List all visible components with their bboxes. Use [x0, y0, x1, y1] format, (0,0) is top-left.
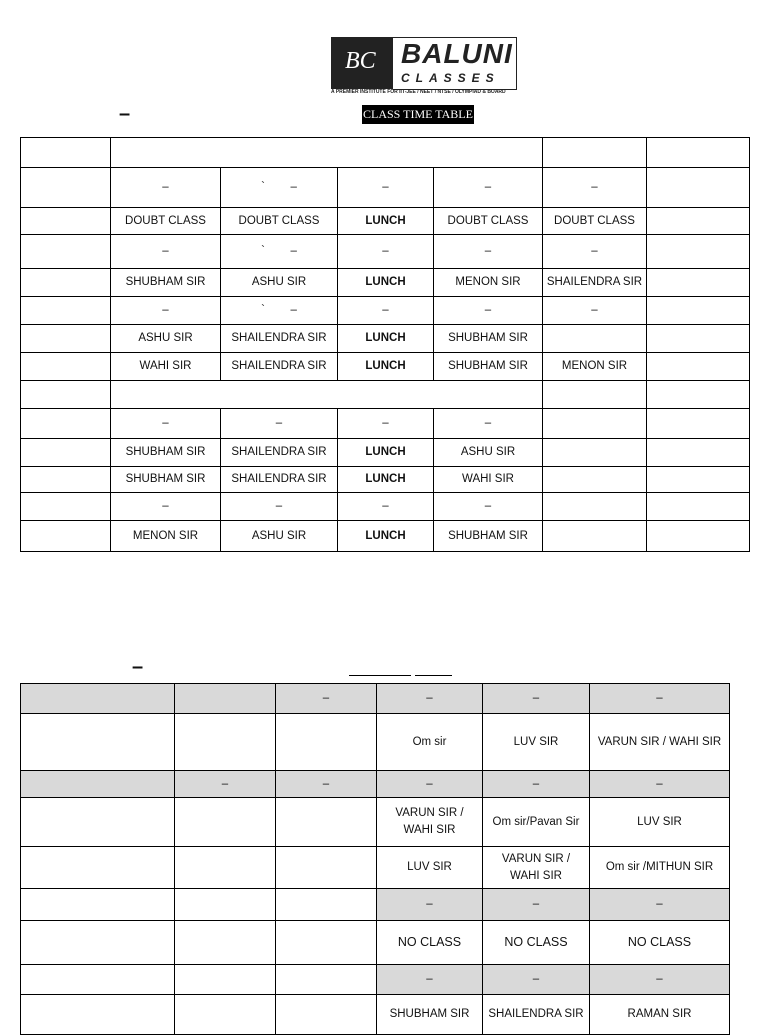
table-cell: [276, 921, 377, 965]
table-cell: [175, 798, 276, 847]
table-row: [21, 381, 750, 409]
table-cell: [21, 168, 111, 208]
logo-brand: BALUNI: [401, 38, 513, 69]
logo-tagline: A PREMIER INSTITUTE FOR IIT-JEE / NEET / NTSE / OLYMPIAD & BOARD: [331, 89, 506, 95]
table-cell: [21, 965, 175, 995]
table-cell: LUNCH: [338, 325, 434, 353]
table-row: [21, 409, 750, 439]
header-dash: –: [119, 103, 131, 125]
table-cell: [21, 235, 111, 269]
table-cell: [21, 714, 175, 771]
table-cell: [647, 168, 750, 208]
logo-brand-sub: CLASSES: [401, 71, 500, 85]
table-cell: NO CLASS: [590, 921, 730, 965]
table-cell: –: [276, 771, 377, 798]
table-cell: [21, 439, 111, 467]
table-cell: –: [434, 168, 543, 208]
table-cell: MENON SIR: [543, 353, 647, 381]
table-cell: –: [338, 168, 434, 208]
table-cell: [21, 381, 111, 409]
table-cell: ASHU SIR: [221, 521, 338, 552]
table-cell: [543, 493, 647, 521]
table-cell: –: [111, 297, 221, 325]
table-cell: [543, 381, 647, 409]
table-cell: SHUBHAM SIR: [377, 995, 483, 1035]
table-cell: –: [590, 965, 730, 995]
table-cell: LUNCH: [338, 439, 434, 467]
table-cell: [647, 208, 750, 235]
table-cell: VARUN SIR / WAHI SIR: [377, 798, 483, 847]
table-cell: [276, 714, 377, 771]
table-row: [21, 684, 730, 714]
table-row: [21, 439, 750, 467]
table-cell: SHAILENDRA SIR: [483, 995, 590, 1035]
table-row: [21, 847, 730, 889]
table-cell: [276, 889, 377, 921]
table-cell: ` –: [221, 168, 338, 208]
table-cell: [175, 965, 276, 995]
table-row: [21, 714, 730, 771]
table-cell: –: [434, 493, 543, 521]
table-row: [21, 467, 750, 493]
table-row: [21, 771, 730, 798]
table-cell: VARUN SIR / WAHI SIR: [483, 847, 590, 889]
table-cell: [21, 684, 175, 714]
table-cell: [543, 521, 647, 552]
table-cell: [175, 995, 276, 1035]
table-row: [21, 965, 730, 995]
table-cell: –: [434, 235, 543, 269]
table-cell: RAMAN SIR: [590, 995, 730, 1035]
table-cell: SHUBHAM SIR: [111, 467, 221, 493]
table-cell: –: [543, 235, 647, 269]
table-cell: –: [111, 493, 221, 521]
table-cell: [21, 208, 111, 235]
table-cell: WAHI SIR: [434, 467, 543, 493]
table-cell: ` –: [221, 235, 338, 269]
table-row: [21, 353, 750, 381]
page-title: CLASS TIME TABLE: [362, 105, 474, 124]
table-cell: Om sir /MITHUN SIR: [590, 847, 730, 889]
table-cell: –: [590, 771, 730, 798]
table-cell: SHAILENDRA SIR: [221, 439, 338, 467]
table-cell: LUNCH: [338, 269, 434, 297]
table-cell: [21, 269, 111, 297]
table-cell: DOUBT CLASS: [434, 208, 543, 235]
table-cell: NO CLASS: [377, 921, 483, 965]
table-cell: [543, 439, 647, 467]
table-cell: LUNCH: [338, 467, 434, 493]
table-cell: –: [483, 771, 590, 798]
table-cell: [21, 921, 175, 965]
table-cell: [647, 493, 750, 521]
table-cell: –: [377, 684, 483, 714]
table-cell: ASHU SIR: [434, 439, 543, 467]
timetable-1: [20, 137, 750, 552]
table-cell: [276, 798, 377, 847]
table-cell: [111, 381, 543, 409]
table-row: [21, 798, 730, 847]
table-cell: Om sir/Pavan Sir: [483, 798, 590, 847]
table-cell: –: [543, 168, 647, 208]
table-cell: [175, 889, 276, 921]
table-cell: –: [111, 409, 221, 439]
table-cell: SHAILENDRA SIR: [543, 269, 647, 297]
table-cell: [647, 439, 750, 467]
table-row: [21, 921, 730, 965]
table-cell: –: [221, 493, 338, 521]
table-cell: [543, 138, 647, 168]
table-cell: [647, 325, 750, 353]
table-cell: [543, 467, 647, 493]
table-cell: [276, 965, 377, 995]
table-cell: [21, 889, 175, 921]
table-cell: –: [543, 297, 647, 325]
table-cell: [175, 921, 276, 965]
table-cell: –: [377, 771, 483, 798]
table-row: [21, 325, 750, 353]
table-cell: [21, 353, 111, 381]
table-cell: SHUBHAM SIR: [434, 325, 543, 353]
section2-dash: –: [132, 656, 144, 678]
table-cell: ` –: [221, 297, 338, 325]
table-cell: DOUBT CLASS: [221, 208, 338, 235]
table-cell: [647, 269, 750, 297]
table-cell: ASHU SIR: [221, 269, 338, 297]
table-cell: [647, 235, 750, 269]
table-cell: [647, 381, 750, 409]
institute-logo: [331, 37, 517, 95]
logo-monogram: BC: [345, 48, 376, 74]
table-row: [21, 995, 730, 1035]
table-cell: [543, 409, 647, 439]
table-cell: –: [590, 889, 730, 921]
table-cell: –: [483, 889, 590, 921]
table-cell: –: [175, 771, 276, 798]
table-cell: NO CLASS: [483, 921, 590, 965]
table-cell: –: [338, 493, 434, 521]
table-row: [21, 138, 750, 168]
table-cell: –: [483, 684, 590, 714]
table-cell: [21, 493, 111, 521]
table-cell: [276, 847, 377, 889]
table-cell: [21, 995, 175, 1035]
table-cell: [175, 684, 276, 714]
table-cell: –: [434, 409, 543, 439]
table-cell: [647, 297, 750, 325]
table-cell: [647, 409, 750, 439]
table-cell: [543, 325, 647, 353]
table-cell: [21, 409, 111, 439]
table-cell: MENON SIR: [434, 269, 543, 297]
table-cell: –: [338, 297, 434, 325]
table-cell: –: [111, 168, 221, 208]
table-cell: [647, 467, 750, 493]
table-cell: WAHI SIR: [111, 353, 221, 381]
table-cell: [21, 798, 175, 847]
table-cell: –: [483, 965, 590, 995]
table-cell: Om sir: [377, 714, 483, 771]
table-cell: SHUBHAM SIR: [111, 269, 221, 297]
table-cell: –: [377, 965, 483, 995]
table-cell: –: [338, 409, 434, 439]
table-cell: LUV SIR: [377, 847, 483, 889]
table-cell: LUNCH: [338, 521, 434, 552]
table-row: [21, 269, 750, 297]
table-cell: –: [111, 235, 221, 269]
table-cell: –: [338, 235, 434, 269]
table-cell: –: [590, 684, 730, 714]
table-cell: [276, 995, 377, 1035]
logo-mark: [331, 37, 393, 89]
table-cell: [175, 847, 276, 889]
table-cell: [647, 138, 750, 168]
table-row: [21, 235, 750, 269]
table-cell: LUV SIR: [483, 714, 590, 771]
table-cell: SHAILENDRA SIR: [221, 325, 338, 353]
table-cell: –: [377, 889, 483, 921]
table-row: [21, 297, 750, 325]
table-cell: VARUN SIR / WAHI SIR: [590, 714, 730, 771]
table-cell: –: [221, 409, 338, 439]
table-cell: LUV SIR: [590, 798, 730, 847]
table-cell: SHUBHAM SIR: [111, 439, 221, 467]
table-cell: –: [276, 684, 377, 714]
table-cell: [175, 714, 276, 771]
table-cell: DOUBT CLASS: [111, 208, 221, 235]
section2-title-underline: [349, 662, 452, 676]
table-cell: LUNCH: [338, 208, 434, 235]
table-row: [21, 208, 750, 235]
table-cell: MENON SIR: [111, 521, 221, 552]
table-cell: [111, 138, 543, 168]
table-row: [21, 168, 750, 208]
table-cell: [21, 297, 111, 325]
table-cell: LUNCH: [338, 353, 434, 381]
table-cell: –: [434, 297, 543, 325]
table-cell: [21, 521, 111, 552]
table-cell: [21, 771, 175, 798]
timetable-2: [20, 683, 730, 1035]
table-cell: DOUBT CLASS: [543, 208, 647, 235]
table-cell: [21, 847, 175, 889]
table-cell: [21, 325, 111, 353]
table-cell: [647, 521, 750, 552]
table-row: [21, 521, 750, 552]
table-cell: SHUBHAM SIR: [434, 521, 543, 552]
table-cell: ASHU SIR: [111, 325, 221, 353]
table-cell: [21, 467, 111, 493]
table-cell: SHAILENDRA SIR: [221, 353, 338, 381]
table-cell: [21, 138, 111, 168]
table-row: [21, 493, 750, 521]
table-cell: SHUBHAM SIR: [434, 353, 543, 381]
table-row: [21, 889, 730, 921]
table-cell: [647, 353, 750, 381]
table-cell: SHAILENDRA SIR: [221, 467, 338, 493]
